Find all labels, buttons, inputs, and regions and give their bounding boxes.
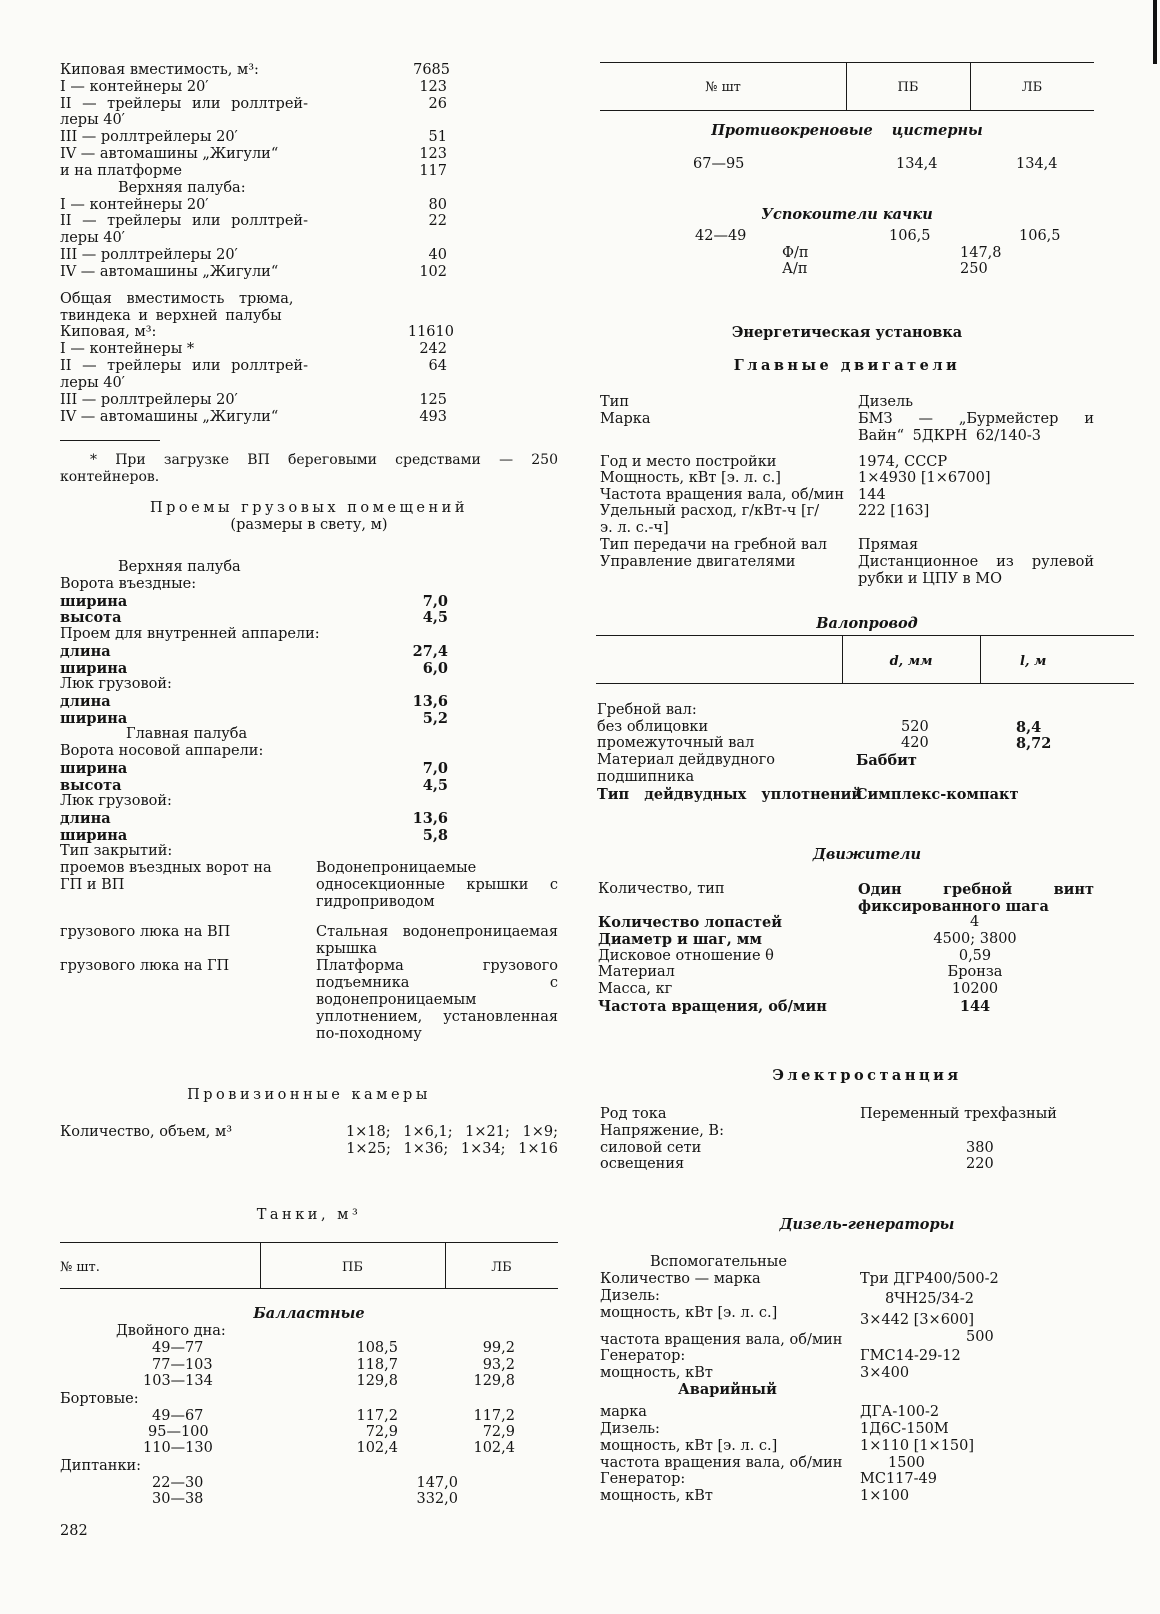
- shaft-seal-label: Тип дейдвудных уплотнений: [597, 786, 863, 803]
- props-label: Масса, кг: [598, 981, 673, 997]
- table-rule: [600, 62, 1094, 63]
- stabilizer-lb: 106,5: [1019, 228, 1061, 244]
- dg-value: 500: [966, 1329, 994, 1345]
- stabilizer-fp-label: Ф/п: [782, 245, 809, 261]
- capacity-value: 26: [428, 96, 447, 112]
- openings-value: 4,5: [422, 609, 448, 626]
- tanks-row-label: Диптанки:: [60, 1458, 142, 1474]
- stabilizer-title: Успокоители качки: [761, 206, 933, 223]
- tanks-row-label: 22—30: [152, 1475, 204, 1491]
- shaft-row-label: Гребной вал:: [597, 702, 697, 718]
- antiheel-label: 67—95: [693, 156, 745, 172]
- table-header: ЛБ: [1021, 80, 1043, 95]
- capacity-label: I — контейнеры 20′: [60, 79, 209, 95]
- closure-value: Платформа грузового подъемника с водонепроницаемым уплотнением, установленная по-походному: [316, 958, 558, 1042]
- props-value: 0,59: [958, 948, 992, 964]
- electric-label: Род тока: [600, 1106, 667, 1122]
- engine-value: 1974, СССР: [858, 454, 948, 470]
- dg-label: мощность, кВт: [600, 1365, 713, 1381]
- table-header: l, м: [1020, 654, 1047, 669]
- tanks-pb: 118,7: [356, 1357, 398, 1373]
- openings-label: Люк грузовой:: [60, 793, 172, 809]
- capacity-label: III — роллтрейлеры 20′: [60, 247, 238, 263]
- tanks-lb: 102,4: [473, 1440, 515, 1456]
- total-value: 64: [428, 358, 447, 374]
- engine-label: Мощность, кВт [э. л. с.]: [600, 470, 781, 486]
- dg-label: частота вращения вала, об/мин: [600, 1455, 843, 1471]
- shaft-row-label: без облицовки: [597, 719, 709, 735]
- openings-subheading: Главная палуба: [126, 726, 248, 742]
- openings-value: 7,0: [422, 760, 448, 777]
- antiheel-title: Противокреновые цистерны: [711, 122, 983, 139]
- capacity-value: 123: [419, 79, 447, 95]
- table-header: d, мм: [889, 654, 933, 669]
- table-rule: [596, 635, 1134, 636]
- openings-label: Люк грузовой:: [60, 676, 172, 692]
- engine-value: Дистанционное из рулевой рубки и ЦПУ в МО: [858, 554, 1094, 587]
- tanks-lb: 72,9: [482, 1424, 515, 1440]
- engine-label: Удельный расход, г/кВт-ч [г/э. л. с.-ч]: [600, 503, 820, 536]
- electric-value: 380: [966, 1140, 994, 1156]
- tanks-row-label: 49—77: [152, 1340, 204, 1356]
- antiheel-lb: 134,4: [1016, 156, 1058, 172]
- closure-label: грузового люка на ВП: [60, 924, 231, 940]
- total-label: II — трейлеры или роллтрей-: [60, 358, 308, 374]
- tanks-row-label: Двойного дна:: [116, 1323, 226, 1339]
- engine-label: Марка: [600, 411, 651, 427]
- shaft-l: 8,4: [1016, 719, 1042, 736]
- tanks-pb: 117,2: [356, 1408, 398, 1424]
- tanks-pb: 332,0: [416, 1491, 458, 1507]
- capacity-value: 123: [419, 146, 447, 162]
- openings-label: ширина: [60, 660, 128, 677]
- capacity-label: Киповая вместимость, м³:: [60, 62, 259, 78]
- total-label: Киповая, м³:: [60, 324, 157, 340]
- dg-label: марка: [600, 1404, 647, 1420]
- table-rule: [600, 110, 1094, 111]
- electric-value: Переменный трехфазный: [860, 1106, 1057, 1122]
- dg-title: Дизель-генераторы: [779, 1216, 955, 1233]
- scan-edge-mark: [1153, 0, 1157, 64]
- capacity-subheading: Верхняя палуба:: [118, 180, 246, 196]
- openings-label: ширина: [60, 827, 128, 844]
- dg-label: мощность, кВт [э. л. с.]: [600, 1305, 778, 1321]
- dg-label: Количество — марка: [600, 1271, 761, 1287]
- table-header: ПБ: [342, 1260, 363, 1275]
- engine-value: 144: [858, 487, 886, 503]
- tanks-section-title: Балластные: [253, 1305, 365, 1322]
- stabilizer-label: 42—49: [695, 228, 747, 244]
- openings-label: ширина: [60, 593, 128, 610]
- engine-label: Управление двигателями: [600, 554, 796, 570]
- props-label: Диаметр и шаг, мм: [598, 931, 762, 948]
- capacity-value: 40: [428, 247, 447, 263]
- engine-value: Дизель: [858, 394, 914, 410]
- engine-value: 222 [163]: [858, 503, 930, 519]
- closure-value: Стальная водонепроницаемая крышка: [316, 924, 558, 957]
- tanks-lb: 117,2: [473, 1408, 515, 1424]
- total-label: IV — автомашины „Жигули“: [60, 409, 279, 425]
- dg-label: мощность, кВт [э. л. с.]: [600, 1438, 778, 1454]
- openings-label: длина: [60, 810, 111, 827]
- stabilizer-pb: 106,5: [889, 228, 931, 244]
- tanks-row-label: 95—100: [148, 1424, 209, 1440]
- capacity-label: II — трейлеры или роллтрей-: [60, 96, 308, 112]
- electric-value: 220: [966, 1156, 994, 1172]
- tanks-row-label: 49—67: [152, 1408, 204, 1424]
- engine-label: Год и место постройки: [600, 454, 777, 470]
- dg-em-title: Аварийный: [678, 1381, 777, 1398]
- engine-value: БМЗ — „Бурмейстер и Вайн“ 5ДКРН 62/140-3: [858, 411, 1094, 444]
- dg-value: 1500: [888, 1455, 925, 1471]
- capacity-value: 102: [419, 264, 447, 280]
- dg-value: 1Д6С-150М: [860, 1421, 949, 1437]
- engine-value: Прямая: [858, 537, 919, 553]
- total-value: 242: [419, 341, 447, 357]
- power-title: Энергетическая установка: [731, 324, 963, 341]
- props-title: Движители: [812, 846, 922, 863]
- tanks-pb: 108,5: [356, 1340, 398, 1356]
- tanks-pb: 129,8: [356, 1373, 398, 1389]
- dg-value: Три ДГР400/500-2: [860, 1271, 999, 1287]
- dg-label: Генератор:: [600, 1471, 686, 1487]
- dg-value: 8ЧН25/34-2: [885, 1291, 974, 1307]
- capacity-label: I — контейнеры 20′: [60, 197, 209, 213]
- dg-value: 3×442 [3×600]: [860, 1312, 975, 1328]
- stabilizer-ap-label: А/п: [782, 261, 808, 277]
- tanks-row-label: 103—134: [143, 1373, 213, 1389]
- capacity-label: и на платформе: [60, 163, 182, 179]
- table-rule: [596, 683, 1134, 684]
- openings-label: Ворота носовой аппарели:: [60, 743, 264, 759]
- openings-label: Тип закрытий:: [60, 843, 173, 859]
- closure-label: проемов въездных ворот на ГП и ВП: [60, 860, 272, 893]
- openings-value: 13,6: [412, 693, 448, 710]
- tanks-pb: 72,9: [365, 1424, 398, 1440]
- props-label: Частота вращения, об/мин: [598, 998, 827, 1015]
- electric-label: освещения: [600, 1156, 685, 1172]
- total-label: леры 40′: [60, 375, 125, 391]
- provisions-values: 1×18; 1×6,1; 1×21; 1×9;: [345, 1124, 558, 1140]
- props-value: Бронза: [947, 964, 1003, 980]
- props-value: 4500; 3800: [933, 931, 1017, 947]
- tanks-lb: 129,8: [473, 1373, 515, 1389]
- openings-subheading: Верхняя палуба: [118, 559, 241, 575]
- total-label: твиндека и верхней палубы: [60, 308, 282, 324]
- closure-label: грузового люка на ГП: [60, 958, 230, 974]
- capacity-value: 80: [428, 197, 447, 213]
- provisions-title: Провизионные камеры: [187, 1087, 431, 1103]
- capacity-label: леры 40′: [60, 112, 125, 128]
- props-value: 4: [970, 914, 980, 930]
- props-value: 10200: [951, 981, 999, 997]
- openings-label: длина: [60, 643, 111, 660]
- capacity-label: IV — автомашины „Жигули“: [60, 146, 279, 162]
- engine-value: 1×4930 [1×6700]: [858, 470, 991, 486]
- capacity-label: IV — автомашины „Жигули“: [60, 264, 279, 280]
- dg-value: 1×110 [1×150]: [860, 1438, 975, 1454]
- dg-label: Дизель:: [600, 1421, 660, 1437]
- tanks-lb: 93,2: [482, 1357, 515, 1373]
- total-label: I — контейнеры *: [60, 341, 195, 357]
- table-divider: [980, 635, 981, 683]
- antiheel-pb: 134,4: [896, 156, 938, 172]
- table-header: ПБ: [897, 80, 919, 95]
- table-rule: [60, 1288, 558, 1289]
- openings-label: Ворота въездные:: [60, 576, 197, 592]
- props-value: 144: [959, 998, 991, 1015]
- openings-label: Проем для внутренней аппарели:: [60, 626, 320, 642]
- openings-label: длина: [60, 693, 111, 710]
- openings-value: 4,5: [422, 777, 448, 794]
- total-value: 493: [419, 409, 447, 425]
- tanks-pb: 102,4: [356, 1440, 398, 1456]
- dg-label: частота вращения вала, об/мин: [600, 1332, 843, 1348]
- total-value: 125: [419, 392, 447, 408]
- tanks-lb: 99,2: [482, 1340, 515, 1356]
- capacity-label: леры 40′: [60, 230, 125, 246]
- capacity-value: 22: [428, 213, 447, 229]
- dg-value: ГМС14-29-12: [860, 1348, 961, 1364]
- openings-value: 5,2: [422, 710, 448, 727]
- shaft-d: 520: [901, 719, 929, 735]
- props-label: Количество лопастей: [598, 914, 782, 931]
- capacity-value: 51: [428, 129, 447, 145]
- openings-subtitle: (размеры в свету, м): [230, 517, 388, 533]
- engines-title: Главные двигатели: [733, 357, 961, 374]
- table-header: № шт.: [60, 1260, 100, 1275]
- dg-aux-title: Вспомогательные: [650, 1254, 787, 1270]
- electric-label: силовой сети: [600, 1140, 702, 1156]
- dg-value: ДГА-100-2: [860, 1404, 940, 1420]
- props-label: Количество, тип: [598, 881, 725, 897]
- shaft-seal-value: Симплекс-компакт: [856, 786, 1019, 803]
- provisions-values: 1×25; 1×36; 1×34; 1×16: [346, 1141, 558, 1157]
- provisions-label: Количество, объем, м³: [60, 1124, 233, 1140]
- shaft-l: 8,72: [1016, 735, 1052, 752]
- openings-label: ширина: [60, 710, 128, 727]
- shaft-row-label: промежуточный вал: [597, 735, 755, 751]
- electric-label: Напряжение, В:: [600, 1123, 724, 1139]
- closure-value: Водонепроницаемые односекционные крышки с гидроприводом: [316, 860, 558, 910]
- dg-value: МС117-49: [860, 1471, 937, 1487]
- openings-value: 7,0: [422, 593, 448, 610]
- capacity-value: 117: [419, 163, 447, 179]
- dg-value: 1×100: [860, 1488, 910, 1504]
- openings-label: ширина: [60, 760, 128, 777]
- table-rule: [60, 1242, 558, 1243]
- shaft-bearing-label: Материал дейдвудного подшипника: [597, 752, 775, 785]
- capacity-value: 7685: [413, 62, 450, 78]
- openings-value: 6,0: [422, 660, 448, 677]
- footnote-rule: [60, 440, 160, 441]
- dg-label: Генератор:: [600, 1348, 686, 1364]
- props-value: Один гребной винт фиксированного шага: [858, 881, 1094, 915]
- engine-label: Частота вращения вала, об/мин: [600, 487, 845, 503]
- electric-title: Электростанция: [772, 1067, 962, 1084]
- table-header: № шт: [705, 80, 741, 95]
- tanks-pb: 147,0: [416, 1475, 458, 1491]
- stabilizer-ap-value: 250: [960, 261, 988, 277]
- openings-label: высота: [60, 777, 122, 794]
- openings-value: 5,8: [422, 827, 448, 844]
- openings-label: высота: [60, 609, 122, 626]
- total-value: 11610: [407, 324, 454, 340]
- total-label: III — роллтрейлеры 20′: [60, 392, 238, 408]
- tanks-row-label: 110—130: [143, 1440, 213, 1456]
- tanks-title: Танки, м³: [256, 1207, 362, 1223]
- shaft-title: Валопровод: [816, 615, 918, 632]
- capacity-label: III — роллтрейлеры 20′: [60, 129, 238, 145]
- engine-label: Тип передачи на гребной вал: [600, 537, 827, 553]
- page-number: 282: [60, 1523, 88, 1539]
- shaft-d: 420: [901, 735, 929, 751]
- openings-value: 13,6: [412, 810, 448, 827]
- openings-title: Проемы грузовых помещений: [149, 500, 468, 516]
- tanks-row-label: Бортовые:: [60, 1391, 139, 1407]
- footnote: * При загрузке ВП береговыми средствами — 250 контейнеров.: [60, 452, 558, 485]
- capacity-label: II — трейлеры или роллтрей-: [60, 213, 308, 229]
- table-header: ЛБ: [491, 1260, 512, 1275]
- props-label: Дисковое отношение θ: [598, 948, 774, 964]
- engine-label: Тип: [600, 394, 629, 410]
- openings-value: 27,4: [412, 643, 448, 660]
- total-label: Общая вместимость трюма,: [60, 291, 294, 307]
- tanks-row-label: 30—38: [152, 1491, 204, 1507]
- dg-label: мощность, кВт: [600, 1488, 713, 1504]
- dg-value: 3×400: [860, 1365, 910, 1381]
- tanks-row-label: 77—103: [152, 1357, 213, 1373]
- dg-label: Дизель:: [600, 1288, 660, 1304]
- props-label: Материал: [598, 964, 675, 980]
- stabilizer-fp-value: 147,8: [960, 245, 1002, 261]
- shaft-bearing-value: Баббит: [856, 752, 917, 769]
